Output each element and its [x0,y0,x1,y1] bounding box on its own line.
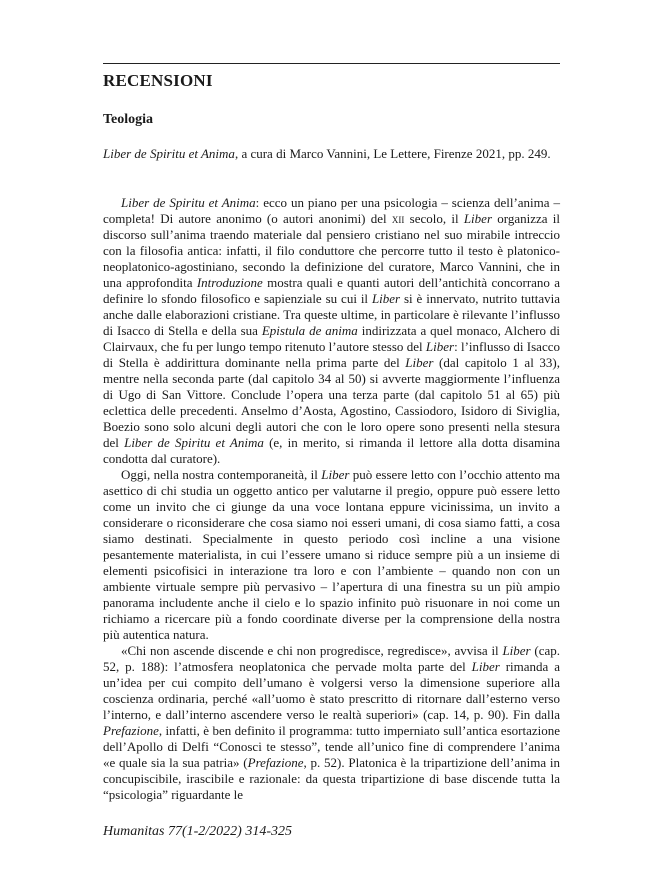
paragraph: Liber de Spiritu et Anima: ecco un piano per una psicologia – scienza dell’anima – completa! Di autore anonimo (o autori anonimi) del xii secolo, il Liber organizza il discorso sull’anima traendo materiale dal pensiero cristiano nel suo mirabile intreccio con la filosofia antica: infatti, il filo conduttore che percorre tutto il testo è platonico-neoplatonico-agostiniano, secondo la definizione del curatore, Marco Vannini, che in una approfondita Introduzione mostra quali e quanti autori dell’antichità concorrano a definire lo sfondo filosofico e sapienziale su cui il Liber si è innervato, nutrito tuttavia anche dalle elaborazioni cristiane. Tra queste ultime, in particolare è rilevante l’influsso di Isacco di Stella e della sua Epistula de anima indirizzata a quel monaco, Alchero di Clairvaux, che fu per lungo tempo ritenuto l’autore stesso del Liber: l’influsso di Isacco di Stella è addirittura dominante nella prima parte del Liber (dal capitolo 1 al 33), mentre nella seconda parte (dal capitolo 34 al 50) si avverte maggiormente l’influenza di Ugo di San Vittore. Conclude l’opera una terza parte (dal capitolo 51 al 65) più eclettica delle precedenti. Anselmo d’Aosta, Agostino, Cassiodoro, Isidoro di Siviglia, Boezio sono solo alcuni degli autori che con le loro opere sono presenti nella stesura del Liber de Spiritu et Anima (e, in merito, si rimanda il lettore alla dotta disamina condotta dal curatore). [103,195,561,466]
review-body [103,195,560,803]
book-details: , a cura di Marco Vannini, Le Lettere, Firenze 2021, pp. 249. [234,146,551,161]
journal-footer: Humanitas 77(1-2/2022) 314-325 [103,824,292,839]
book-citation [103,146,560,162]
section-title: RECENSIONI [103,71,213,90]
paragraph: Oggi, nella nostra contemporaneità, il Liber può essere letto con l’occhio attento ma asettico di chi studia un oggetto antico per valutarne il pregio, oppure può essere letto come un invito che ci giunge da una voce lontana eppure vicinissima, un invito a considerare o riconsiderare che cosa siamo noi esseri umani, di cosa siamo fatti, a cosa siamo destinati. Specialmente in questo periodo così incline a una visione pesantemente materialista, in cui l’essere umano si riduce sempre più a un insieme di elementi psicofisici in interazione tra loro e con l’ambiente – quando non con un ambiente virtuale sempre più pervasivo – l’apertura di una finestra su un più ampio panorama includente anche il cielo e lo spazio infinito può risuonare in noi come un richiamo a ricercare più a fondo coordinate diverse per la comprensione della nostra più autentica natura. [103,467,561,642]
subsection-title: Teologia [103,112,154,127]
top-rule [103,63,560,64]
paragraph: «Chi non ascende discende e chi non progredisce, regredisce», avvisa il Liber (cap. 52, p. 188): l’atmosfera neoplatonica che pervade molta parte del Liber rimanda a un’idea per cui compito dell’umano è volgersi verso la dimensione superiore alla coscienza ordinaria, perché «all’uomo è stato prescritto di ritornare dall’esterno verso l’interno, e dall’interno ascendere verso le realtà superiori» (cap. 14, p. 90). Fin dalla Prefazione, infatti, è ben definito il programma: tutto imperniato sull’antica esortazione dell’Apollo di Delfi “Conosci te stesso”, tende all’unico fine di comprendere l’anima «e quale sia la sua patria» (Prefazione, p. 52). Platonica è la tripartizione dell’anima in concupiscibile, irascibile e razionale: da questa tripartizione di base discende tutta la “psicologia” riguardante le [103,643,560,802]
book-title: Liber de Spiritu et Anima [103,146,235,161]
